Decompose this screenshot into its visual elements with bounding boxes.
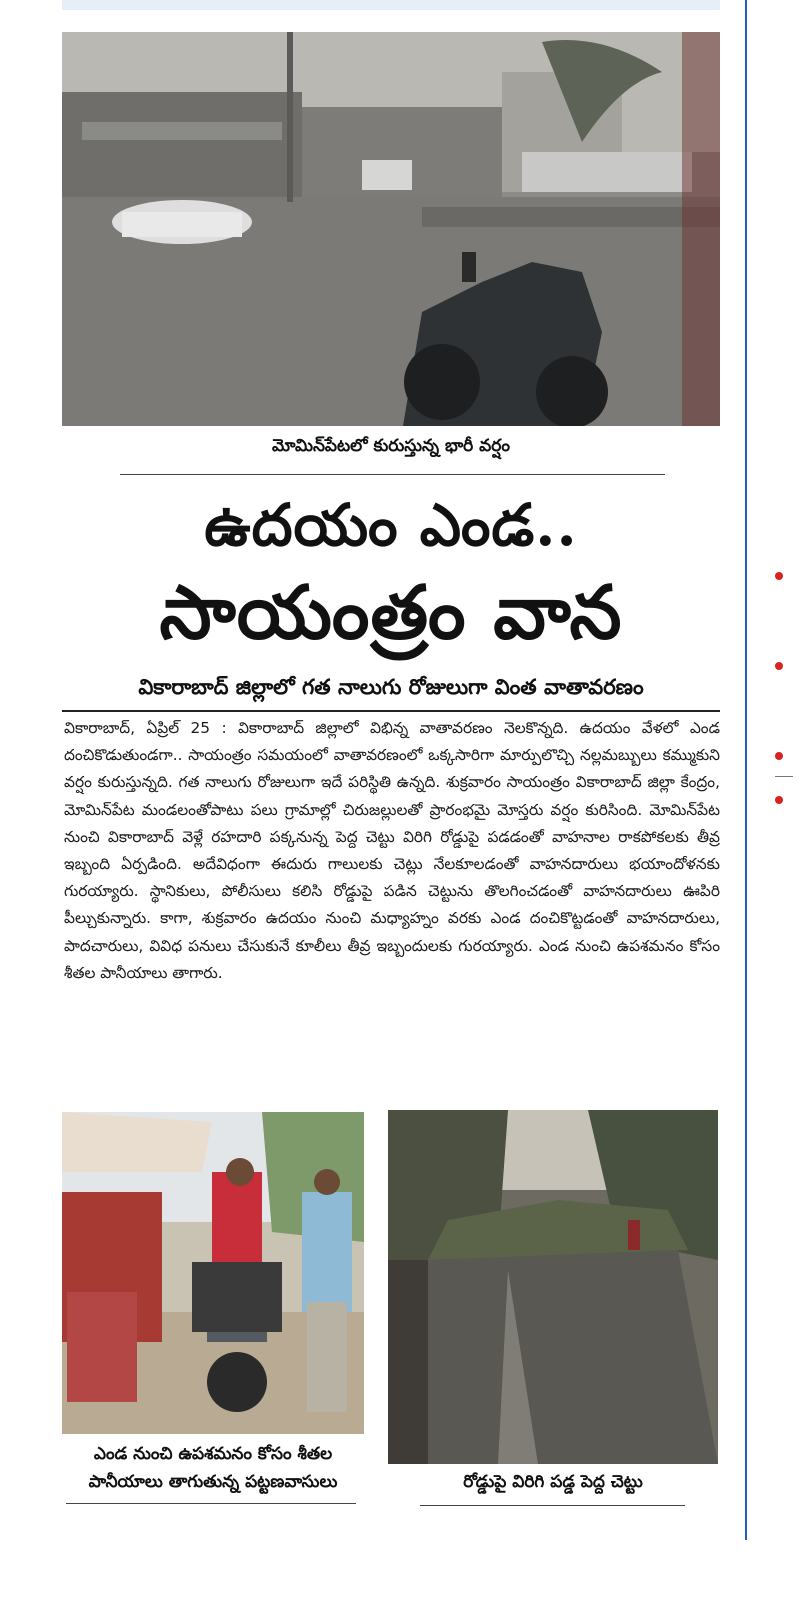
column-divider: [745, 0, 747, 1540]
subheadline-rule: [62, 710, 720, 712]
left-caption-line-1: ఎండ నుంచి ఉపశమనం కోసం శీతల: [93, 1444, 333, 1464]
top-photo-caption: మోమిన్‌పేటలో కురుస్తున్న భారీ వర్షం: [272, 436, 510, 456]
adjacent-column-edge: [770, 0, 800, 1600]
headline-line-1: ఉదయం ఎండ..: [204, 491, 578, 559]
bullet-marker: [775, 752, 783, 760]
right-photo-caption: రోడ్డుపై విరిగి పడ్డ పెద్ద చెట్టు: [463, 1472, 643, 1492]
cold-drinks-photo: [62, 1112, 364, 1434]
article-body: వికారాబాద్, ఏప్రిల్ 25 : వికారాబాద్ జిల్లాలో విభిన్న వాతావరణం నెలకొన్నది. ఉదయం వేళలో ఎండ దంచికొడుతుండగా.. సాయంత్రం సమయంలో వాతావరణంలో ఒక్కసారిగా మార్పులొచ్చి నల్లమబ్బులు కమ్ముకుని వర్షం కురుస్తున్నది. గత నాలుగు రోజులుగా ఇదే పరిస్థితి ఉన్నది. శుక్రవారం సాయంత్రం వికారాబాద్ జిల్లా కేంద్రం, మోమిన్‌పేట మండలంతోపాటు పలు గ్రామాల్లో చిరుజల్లులతో ప్రారంభమై మోస్తరు వర్షం కురిసింది. మోమిన్‌పేట నుంచి వికారాబాద్ వెళ్లే రహదారి పక్కనున్న పెద్ద చెట్టు విరిగి రోడ్డుపై పడడంతో వాహనాల రాకపోకలకు తీవ్ర ఇబ్బంది ఏర్పడింది. అదేవిధంగా ఈదురు గాలులకు చెట్లు నేలకూలడంతో వాహనదారులు భయాందోళనకు గురయ్యారు. స్థానికులు, పోలీసులు కలిసి రోడ్డుపై పడిన చెట్టును తొలగించడంతో వాహనదారులు ఊపిరి పీల్చుకున్నారు. కాగా, శుక్రవారం ఉదయం నుంచి మధ్యాహ్నం వరకు ఎండ దంచికొట్టడంతో వాహనదారులు, పాదచారులు, వివిధ పనులు చేసుకునే కూలీలు తీవ్ర ఇబ్బందులకు గురయ్యారు. ఎండ నుంచి ఉపశమనం కోసం శీతల పానీయాలు తాగారు.: [64, 719, 720, 982]
caption-underline: [420, 1505, 685, 1506]
fallen-tree-photo: [388, 1110, 718, 1464]
subheadline: వికారాబాద్ జిల్లాలో గత నాలుగు రోజులుగా వింత వాతావరణం: [138, 675, 644, 699]
divider-tick: [775, 776, 793, 777]
left-photo-caption: [62, 1440, 364, 1496]
caption-underline: [120, 474, 665, 475]
left-caption-line-2: పానీయాలు తాగుతున్న పట్టణవాసులు: [88, 1472, 338, 1492]
top-color-band: [62, 0, 720, 10]
headline-line-2: సాయంత్రం వాన: [159, 570, 623, 656]
bullet-marker: [775, 796, 783, 804]
caption-underline: [66, 1503, 356, 1504]
rain-street-photo: [62, 32, 720, 426]
bullet-marker: [775, 662, 783, 670]
bullet-marker: [775, 572, 783, 580]
